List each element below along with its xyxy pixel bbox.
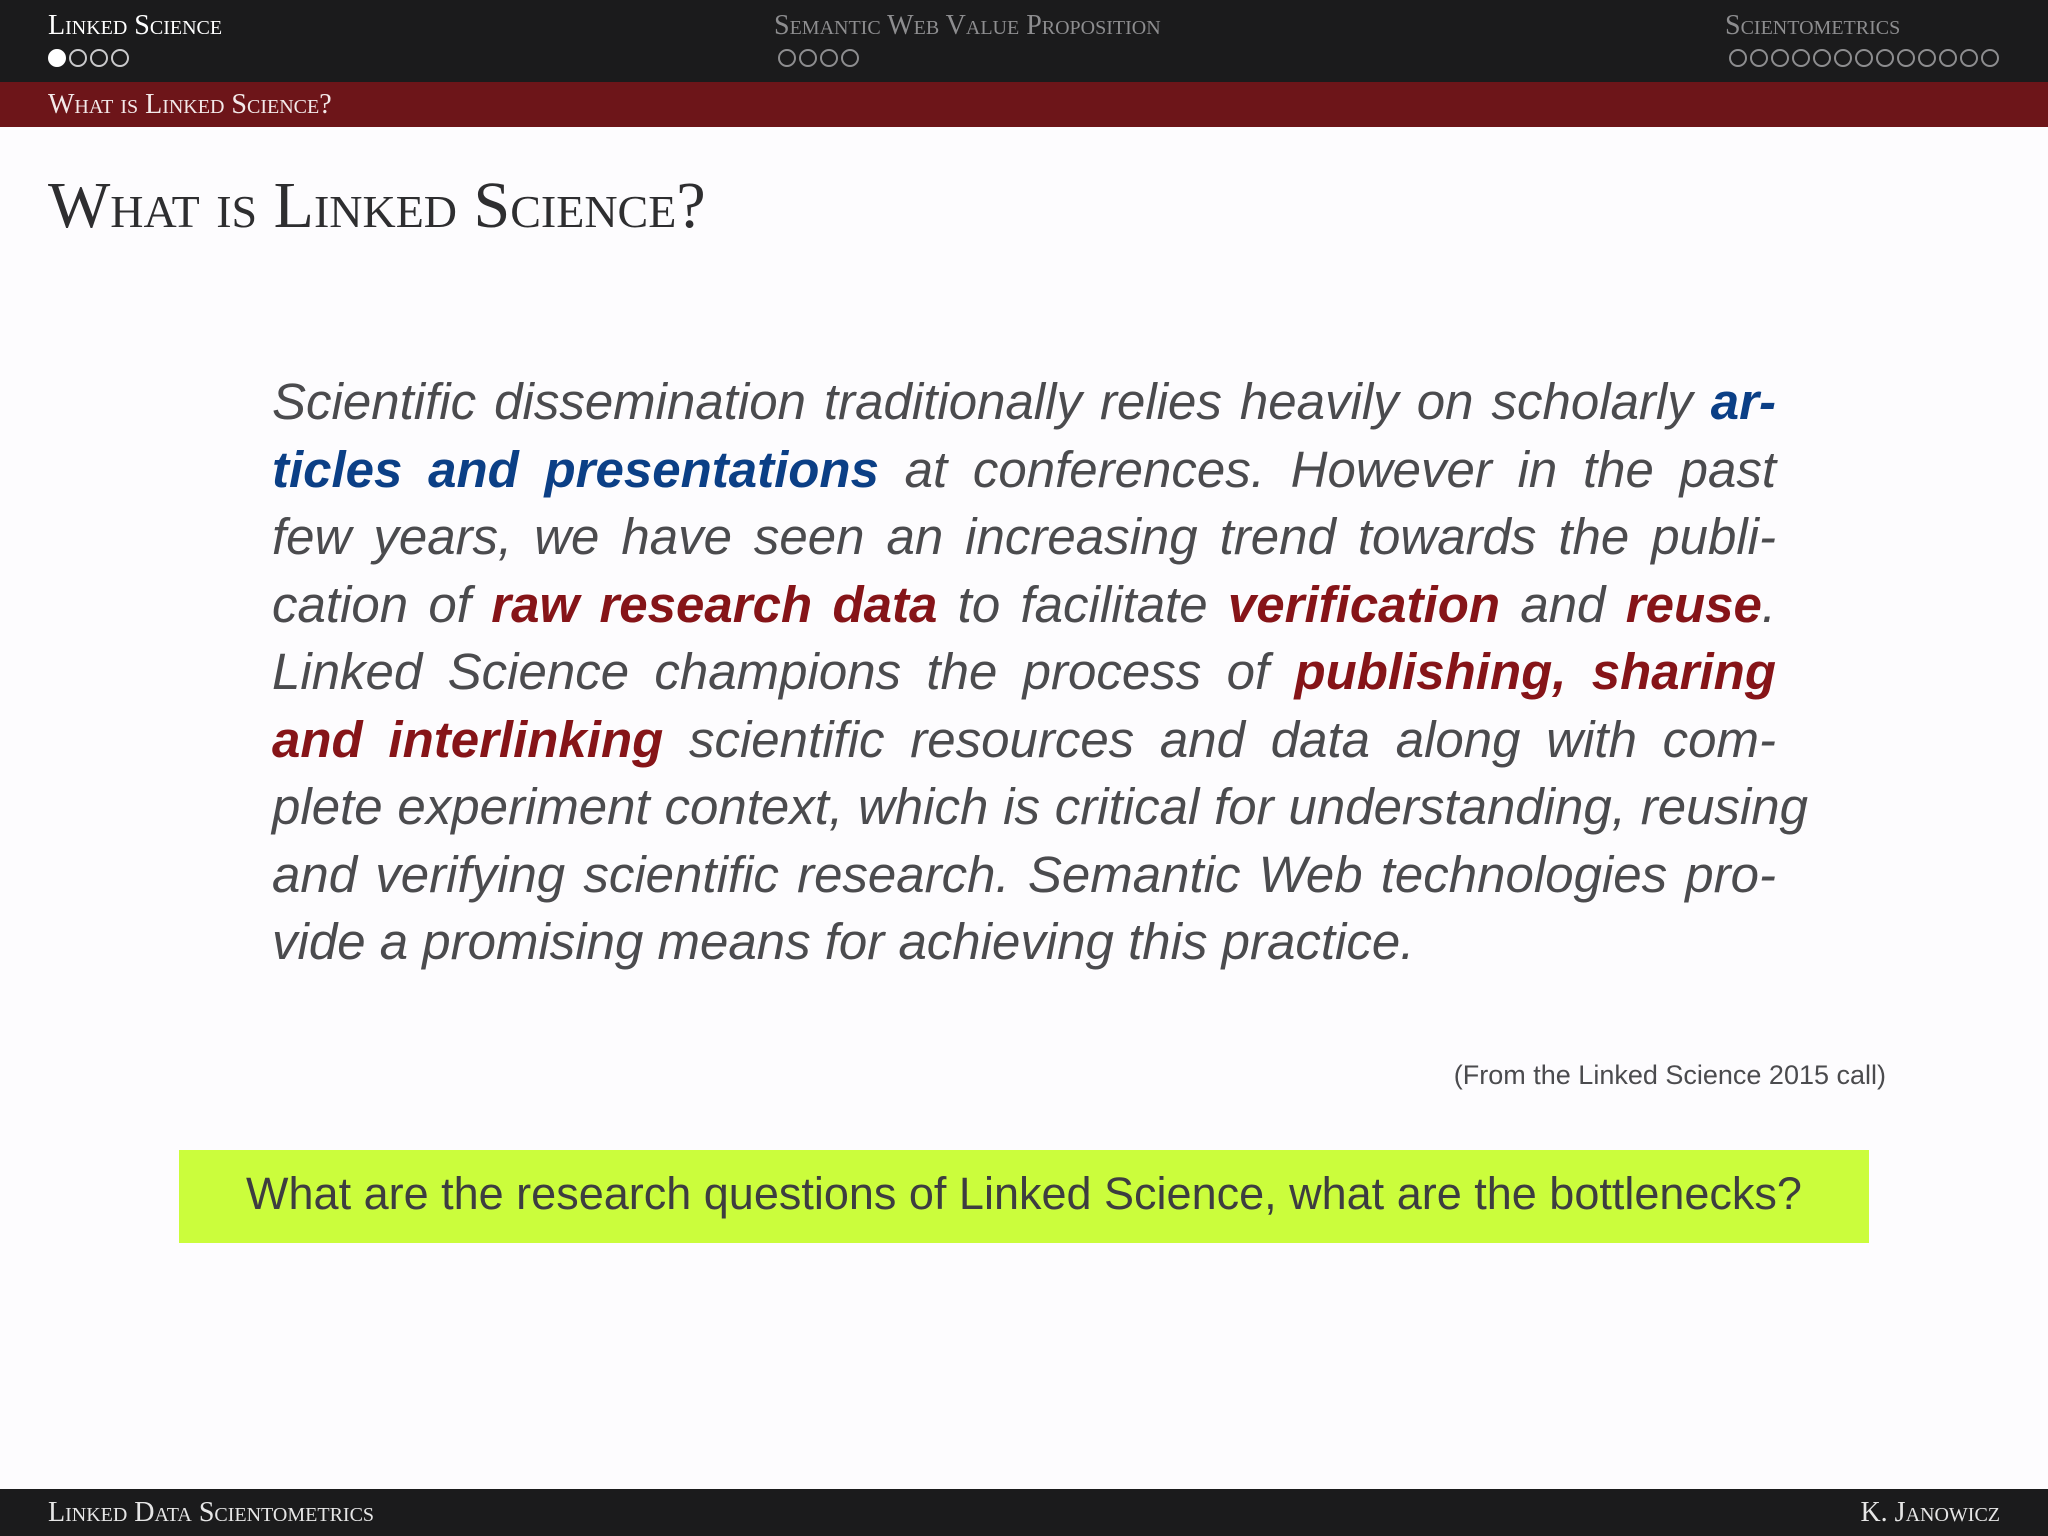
slide-dot[interactable]: [799, 49, 817, 67]
quote-line: [272, 503, 1776, 571]
nav-section-title[interactable]: Scientometrics: [1725, 10, 1901, 41]
slide-dot[interactable]: [1834, 49, 1852, 67]
quote-text: few years, we have seen an increasing trend towards the publi-: [272, 508, 1776, 565]
quote-text: and: [1500, 575, 1626, 633]
nav-section-title[interactable]: Linked Science: [48, 10, 223, 41]
quote-line: [272, 908, 1776, 976]
quote-text: cation of: [272, 575, 492, 633]
quote-line: [272, 436, 1776, 504]
slide-dot[interactable]: [69, 49, 87, 67]
quote-highlight: raw research data: [491, 575, 938, 633]
nav-section-semantic-web-value-proposition[interactable]: [774, 10, 1161, 71]
quote-highlight: reuse: [1625, 575, 1762, 633]
footer-talk-title: Linked Data Scientometrics: [48, 1497, 375, 1528]
quote-text: Linked Science champions the process of: [272, 643, 1295, 700]
nav-section-linked-science[interactable]: [48, 10, 222, 71]
slide-dot[interactable]: [1771, 49, 1789, 67]
slide-dot[interactable]: [1876, 49, 1894, 67]
quote-text: plete experiment context, which is critical for understanding, reusing: [272, 778, 1808, 835]
slide-dot[interactable]: [1897, 49, 1915, 67]
slide-dot[interactable]: [90, 49, 108, 67]
slide-dot[interactable]: [1939, 49, 1957, 67]
quote-line: [272, 638, 1776, 706]
question-box: [179, 1150, 1869, 1243]
subsection-title[interactable]: What is Linked Science?: [48, 89, 332, 120]
quote-highlight: ar-: [1710, 373, 1776, 430]
quote-highlight: and interlinking: [272, 710, 664, 768]
slide-dot[interactable]: [1918, 49, 1936, 67]
quote-block: [272, 368, 1808, 976]
slide-dot[interactable]: [111, 49, 129, 67]
quote-source: (From the Linked Science 2015 call): [1453, 1060, 1886, 1090]
slide-dot[interactable]: [1960, 49, 1978, 67]
quote-text: vide a promising means for achieving this practice.: [272, 913, 1415, 970]
quote-text: and verifying scientific research. Semantic Web technologies pro-: [272, 845, 1776, 903]
quote-text: scientific resources and data along with com-: [663, 710, 1776, 768]
quote-text: at conferences. However in the past: [878, 440, 1776, 498]
slide-dot[interactable]: [1750, 49, 1768, 67]
slide-title: What is Linked Science?: [48, 169, 706, 242]
quote-text: to facilitate: [937, 575, 1228, 633]
slide-dot[interactable]: [1792, 49, 1810, 67]
slide-dots: [1729, 51, 1999, 71]
quote-highlight: publishing, sharing: [1294, 643, 1776, 700]
quote-line: [272, 841, 1776, 909]
nav-section-title[interactable]: Semantic Web Value Proposition: [774, 10, 1161, 41]
slide-dots: [48, 51, 222, 71]
quote-line: [272, 773, 1808, 841]
quote-text: Scientific dissemination traditionally relies heavily on scholarly: [272, 373, 1711, 430]
slide-dot[interactable]: [778, 49, 796, 67]
quote-line: [272, 368, 1776, 436]
quote-highlight: ticles and presentations: [272, 440, 879, 498]
slide-dot[interactable]: [820, 49, 838, 67]
slide-dot[interactable]: [1855, 49, 1873, 67]
slide-dot[interactable]: [1729, 49, 1747, 67]
quote-highlight: verification: [1227, 575, 1501, 633]
footer-author: K. Janowicz: [1860, 1497, 2000, 1528]
slide-dots: [778, 51, 1161, 71]
slide-dot[interactable]: [1981, 49, 1999, 67]
slide-dot[interactable]: [841, 49, 859, 67]
subsection-bar: [0, 82, 2048, 127]
section-navigation-bar: [0, 0, 2048, 82]
slide-dot-current[interactable]: [48, 49, 66, 67]
nav-section-scientometrics[interactable]: [1725, 10, 1999, 71]
footer-bar: [0, 1489, 2048, 1536]
slide-dot[interactable]: [1813, 49, 1831, 67]
quote-line: [272, 706, 1776, 774]
question-text: What are the research questions of Linked Science, what are the bottlenecks?: [246, 1168, 1802, 1219]
quote-line: [272, 571, 1776, 639]
quote-text: .: [1761, 575, 1777, 633]
